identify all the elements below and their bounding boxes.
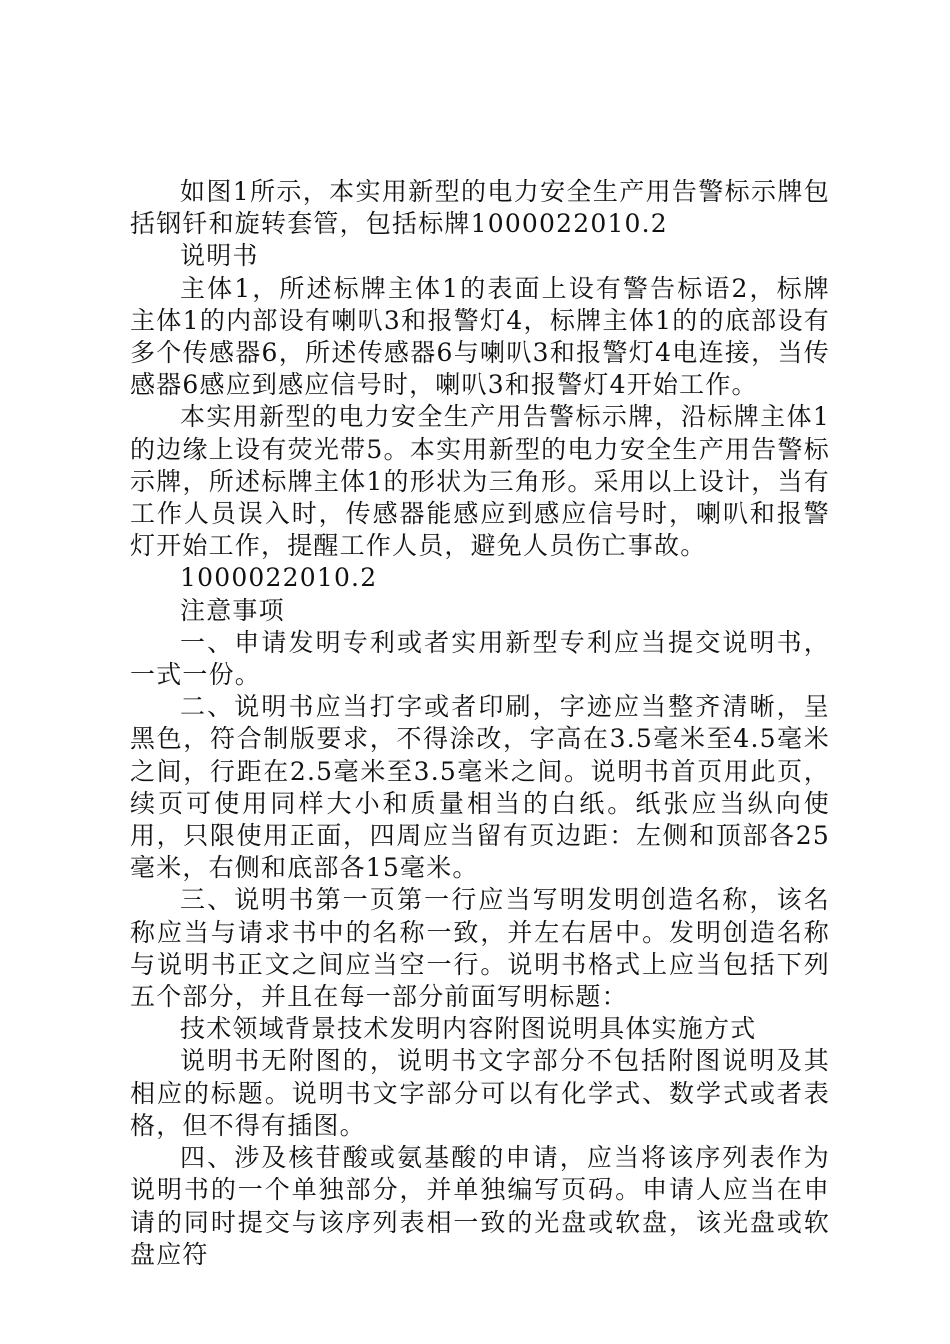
paragraph-note-3: 三、说明书第一页第一行应当写明发明创造名称，该名称应当与请求书中的名称一致，并左右居中。发明创造名称与说明书正文之间应当空一行。说明书格式上应当包括下列五个部分，并且在每一部分前面写明标题：	[130, 885, 830, 1012]
paragraph-embodiment-intro: 如图1所示，本实用新型的电力安全生产用告警标示牌包括钢钎和旋转套管，包括标牌1000022010.2	[130, 177, 830, 239]
paragraph-section-list: 技术领域背景技术发明内容附图说明具体实施方式	[180, 1014, 757, 1044]
paragraph-embodiment-body: 主体1，所述标牌主体1的表面上设有警告标语2，标牌主体1的内部设有喇叭3和报警灯4，标牌主体1的的底部设有多个传感器6，所述传感器6与喇叭3和报警灯4电连接，当传感器6感应到感应信号时，喇叭3和报警灯4开始工作。	[130, 273, 830, 400]
paragraph-page-heading: 说明书	[180, 241, 259, 271]
paragraph-notes-heading: 注意事项	[180, 595, 285, 625]
paragraph-application-number: 1000022010.2	[180, 563, 378, 593]
paragraph-embodiment-benefits: 本实用新型的电力安全生产用告警标示牌，沿标牌主体1的边缘上设有荧光带5。本实用新型的电力安全生产用告警标示牌，所述标牌主体1的形状为三角形。采用以上设计，当有工作人员误入时，传感器能感应到感应信号时，喇叭和报警灯开始工作，提醒工作人员，避免人员伤亡事故。	[130, 402, 830, 561]
paragraph-note-2: 二、说明书应当打字或者印刷，字迹应当整齐清晰，呈黑色，符合制版要求，不得涂改，字高在3.5毫米至4.5毫米之间，行距在2.5毫米至3.5毫米之间。说明书首页用此页，续页可使用同样大小和质量相当的白纸。纸张应当纵向使用，只限使用正面，四周应当留有页边距：左侧和顶部各25毫米，右侧和底部各15毫米。	[130, 692, 830, 883]
paragraph-note-1: 一、申请发明专利或者实用新型专利应当提交说明书，一式一份。	[130, 627, 830, 690]
paragraph-note-4: 四、涉及核苷酸或氨基酸的申请，应当将该序列表作为说明书的一个单独部分，并单独编写页码。申请人应当在申请的同时提交与该序列表相一致的光盘或软盘，该光盘或软盘应符	[130, 1143, 830, 1269]
document-body	[130, 176, 830, 1271]
paragraph-no-drawings-note: 说明书无附图的，说明书文字部分不包括附图说明及其相应的标题。说明书文字部分可以有化学式、数学式或者表格，但不得有插图。	[130, 1046, 830, 1140]
